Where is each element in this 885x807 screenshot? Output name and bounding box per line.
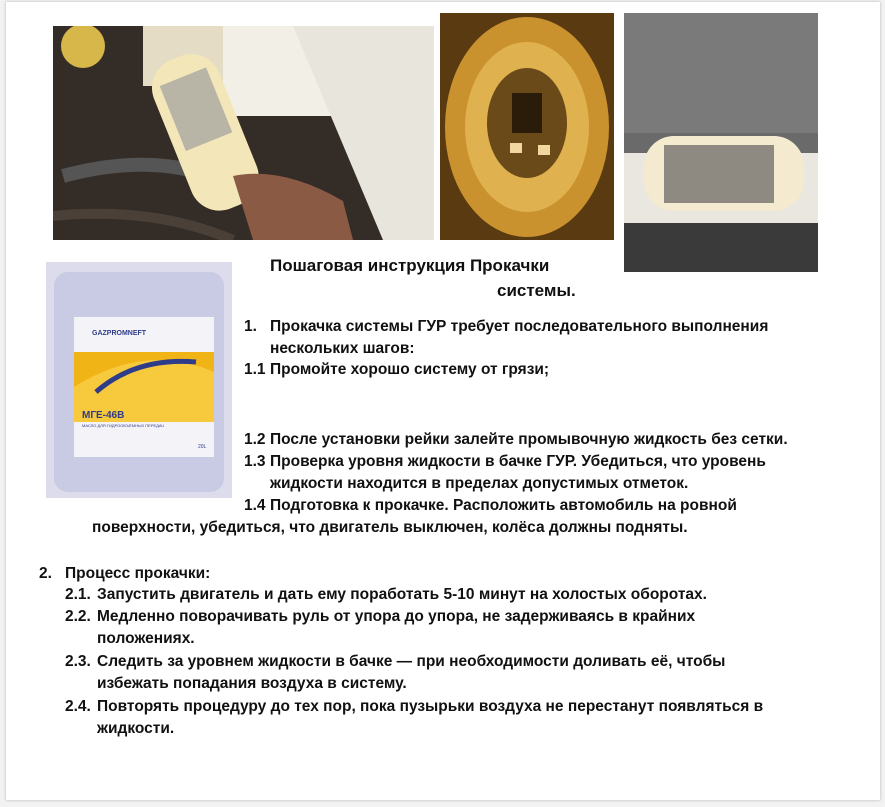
page-title-line1: Пошаговая инструкция Прокачки (270, 256, 550, 275)
step-2-3-text-line1: Следить за уровнем жидкости в бачке — при необходимости доливать её, чтобы (97, 653, 726, 670)
step-1-4-number: 1.4 (244, 497, 266, 514)
page-title-line2: системы. (497, 281, 576, 300)
step-1-3-text-line2: жидкости находится в пределах допустимых отметок. (270, 475, 689, 492)
step-1-1-text: Промойте хорошо систему от грязи; (270, 361, 550, 378)
oil-canister-image (46, 262, 232, 498)
step-1-4-text-line2: поверхности, убедиться, что двигатель выключен, колёса должны подняты. (92, 519, 688, 536)
filter-closeup-photo (624, 13, 818, 272)
step-2-4-number: 2.4. (65, 698, 91, 715)
section1-number: 1. (244, 318, 257, 335)
step-1-3-number: 1.3 (244, 453, 266, 470)
section1-heading-line1: Прокачка системы ГУР требует последовательного выполнения (270, 318, 769, 335)
product-brand: GAZPROMNEFT (92, 330, 147, 337)
product-volume: 20L (198, 444, 207, 450)
step-2-3-text-line2: избежать попадания воздуха в систему. (97, 675, 407, 692)
step-2-4-text-line2: жидкости. (97, 720, 175, 737)
step-2-2-text-line2: положениях. (97, 630, 195, 647)
step-2-2-number: 2.2. (65, 608, 91, 625)
filter-in-hand-photo (53, 26, 434, 240)
step-1-4-text-line1: Подготовка к прокачке. Расположить автомобиль на ровной (270, 497, 737, 514)
product-subtitle: МАСЛО ДЛЯ ГИДРООБЪЁМНЫХ ПЕРЕДАЧ (82, 423, 164, 428)
step-1-1-number: 1.1 (244, 361, 266, 378)
section2-heading: Процесс прокачки: (65, 565, 211, 582)
step-1-3-text-line1: Проверка уровня жидкости в бачке ГУР. Убедиться, что уровень (270, 453, 766, 470)
step-2-1-text: Запустить двигатель и дать ему поработать 5-10 минут на холостых оборотах. (97, 586, 707, 603)
step-1-2-number: 1.2 (244, 431, 266, 448)
step-1-2-text: После установки рейки залейте промывочную жидкость без сетки. (270, 431, 788, 448)
section1-heading-line2: нескольких шагов: (270, 340, 415, 357)
step-2-1-number: 2.1. (65, 586, 91, 603)
step-2-3-number: 2.3. (65, 653, 91, 670)
step-2-4-text-line1: Повторять процедуру до тех пор, пока пузырьки воздуха не перестанут появляться в (97, 698, 764, 715)
step-2-2-text-line1: Медленно поворачивать руль от упора до упора, не задерживаясь в крайних (97, 608, 696, 625)
reservoir-inside-photo (440, 13, 614, 240)
section2-number: 2. (39, 565, 52, 582)
product-name: МГЕ-46В (82, 410, 125, 421)
